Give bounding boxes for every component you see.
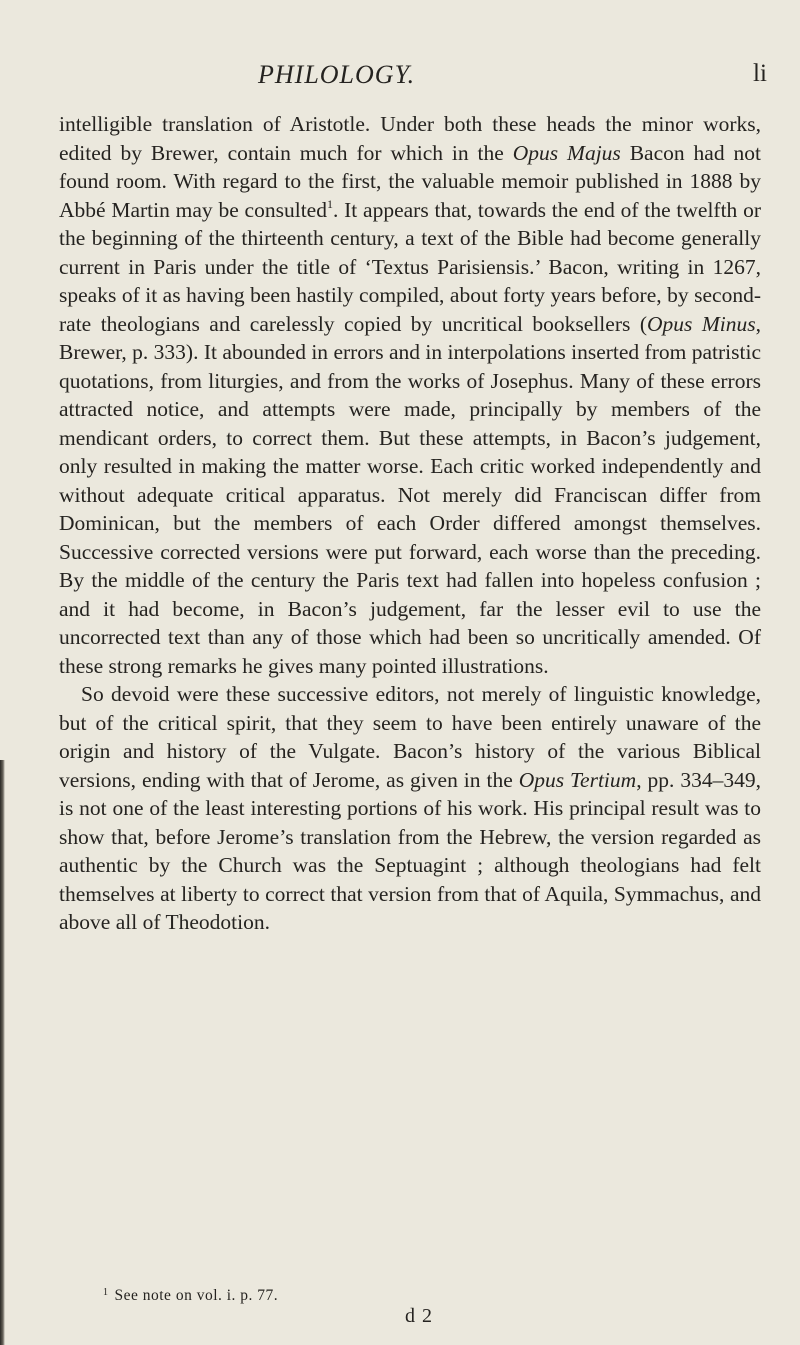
page-number: li xyxy=(753,60,767,87)
p2-text-2: , pp. 334–349, is not one of the least interesting portions of his work. His principal result was to show that, before Jerome’s translation from the Hebrew, the version regarded as authentic by the Church was the Septuagint ; although theologians had felt themselves at liberty to correct that version from that of Aquila, Symmachus, and above all of Theodotion. xyxy=(59,767,761,934)
p1-text-1: intelligible translation of Aristotle. Under both these heads the minor works, edited by Brewer, contain much for which in the xyxy=(59,112,761,165)
footnote-text: See note on vol. i. p. 77. xyxy=(114,1287,279,1304)
p1-text-2: Bacon had not found room. With regard to the first, the valuable memoir published in 1888 by Abbé Martin may be consulted xyxy=(59,140,761,222)
p1-italic-opus-majus: Opus Majus xyxy=(512,140,621,165)
footnote-reference[interactable]: 1 xyxy=(326,196,333,211)
paragraph-2 xyxy=(59,680,761,937)
p1-text-4: , Brewer, p. 333). It abounded in errors and in interpolations inserted from patristic quotations, from liturgies, and from the works of Josephus. Many of these errors attracted notice, and attempts were made, principally by members of the mendicant orders, to correct them. But these attempts, in Bacon’s judgement, only resulted in making the matter worse. Each critic worked independently and without adequate critical apparatus. Not merely did Franciscan differ from Dominican, but the members of each Order differed amongst themselves. Successive corrected versions were put forward, each worse than the preceding. By the middle of the century the Paris text had fallen into hopeless confusion ; and it had become, in Bacon’s judgement, far the lesser evil to use the uncorrected text than any of those which had been so uncritically amended. Of these strong remarks he gives many pointed illustrations. xyxy=(59,311,761,678)
page-edge-shadow xyxy=(0,760,5,1345)
p2-text-1: So devoid were these successive editors, not merely of linguistic knowledge, but of the critical spirit, that they seem to have been entirely unaware of the origin and history of the Vulgate. Bacon’s history of the various Biblical versions, ending with that of Jerome, as given in the xyxy=(59,682,761,792)
page-header xyxy=(0,60,800,100)
footnote xyxy=(103,1287,278,1305)
body-text xyxy=(59,110,761,937)
p2-italic-opus-tertium: Opus Tertium xyxy=(518,767,637,792)
running-head: PHILOLOGY. xyxy=(258,60,416,89)
p1-text-3: . It appears that, towards the end of the twelfth or the beginning of the thirteenth century, a text of the Bible had become generally current in Paris under the title of ‘Textus Parisiensis.’ Bacon, writing in 1267, speaks of it as having been hastily compiled, about forty years before, by second-rate theologians and carelessly copied by uncritical booksellers ( xyxy=(59,197,762,336)
paragraph-1 xyxy=(59,110,761,680)
signature-mark: d 2 xyxy=(405,1305,433,1327)
footnote-marker: 1 xyxy=(103,1287,109,1298)
p1-italic-opus-minus: Opus Minus xyxy=(647,311,756,336)
